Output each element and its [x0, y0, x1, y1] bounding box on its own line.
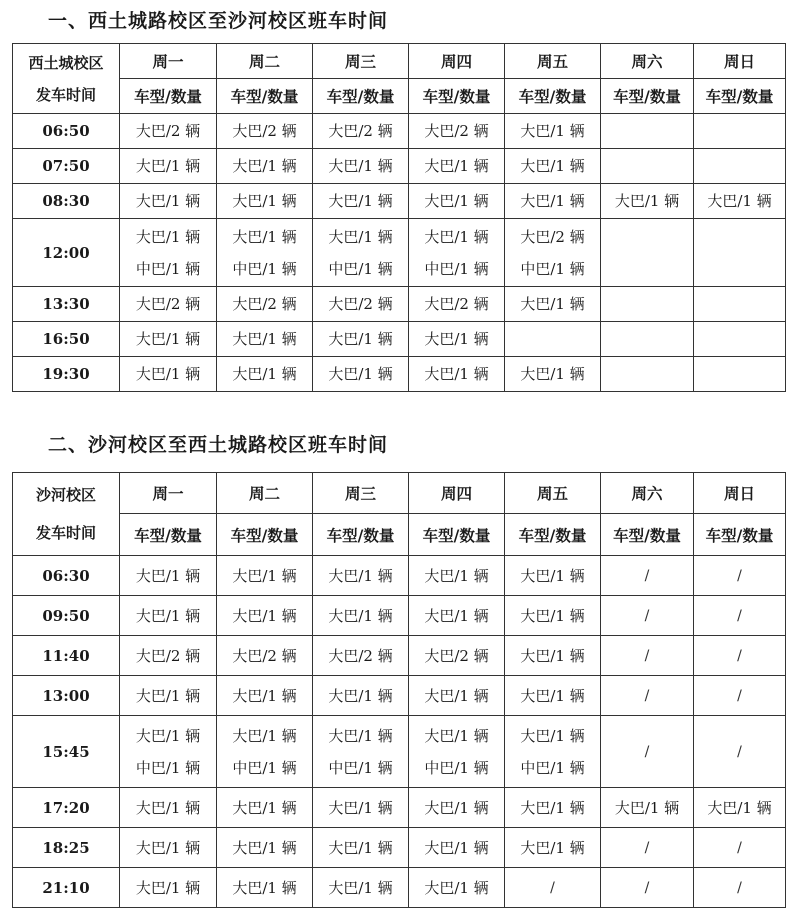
schedule-cell — [601, 322, 694, 357]
departure-time: 19:30 — [13, 357, 120, 392]
vehicle-count: 大巴/1 辆 — [707, 798, 772, 817]
vehicle-count: 大巴/2 辆 — [232, 295, 297, 313]
schedule-cell — [601, 636, 694, 676]
schedule-cell — [120, 219, 217, 287]
vehicle-count: 大巴/1 辆 — [135, 878, 201, 897]
schedule-row — [13, 184, 786, 219]
schedule-cell — [217, 287, 313, 322]
vehicle-count: 中巴/1 辆 — [424, 259, 489, 278]
vehicle-count: 大巴/1 辆 — [232, 192, 297, 210]
vehicle-count: 大巴/1 辆 — [135, 365, 201, 383]
no-service-mark: / — [644, 687, 650, 704]
vehicle-count: 中巴/1 辆 — [232, 259, 297, 278]
schedule-cell — [217, 114, 313, 149]
day-header-sat: 周六 — [601, 473, 694, 514]
schedule-cell — [505, 676, 601, 716]
vehicle-count: 大巴/1 辆 — [328, 566, 393, 585]
schedule-cell — [505, 636, 601, 676]
schedule-cell — [313, 114, 409, 149]
vehicle-count: 大巴/1 辆 — [232, 798, 297, 817]
departure-time: 08:30 — [13, 184, 120, 219]
schedule-cell — [409, 287, 505, 322]
vehicle-count: 大巴/2 辆 — [328, 646, 393, 665]
vehicle-count: 大巴/1 辆 — [424, 192, 489, 210]
schedule-cell — [409, 636, 505, 676]
departure-time: 13:30 — [13, 287, 120, 322]
no-service-mark: / — [737, 607, 742, 624]
schedule-cell — [313, 636, 409, 676]
schedule-cell — [505, 868, 601, 908]
schedule-cell — [217, 716, 313, 788]
vehicle-count: 大巴/1 辆 — [328, 686, 393, 705]
day-header-fri: 周五 — [505, 473, 601, 514]
schedule-cell — [601, 114, 694, 149]
vehicle-count: 大巴/1 辆 — [232, 330, 297, 348]
schedule-cell — [694, 357, 786, 392]
vehicle-count: 大巴/1 辆 — [328, 606, 393, 625]
schedule-row — [13, 788, 786, 828]
schedule-cell — [505, 322, 601, 357]
corner-header-campus: 沙河校区 — [35, 486, 96, 504]
vehicle-count: 大巴/1 辆 — [424, 878, 489, 897]
schedule-cell — [120, 322, 217, 357]
schedule-cell — [217, 322, 313, 357]
subheader-vehicle-count: 车型/数量 — [601, 514, 694, 556]
departure-time: 11:40 — [13, 636, 120, 676]
schedule-cell — [409, 149, 505, 184]
subheader-vehicle-count: 车型/数量 — [217, 514, 313, 556]
schedule-cell — [120, 287, 217, 322]
schedule-table-xitucheng-to-shahe — [12, 43, 786, 392]
vehicle-count: 大巴/1 辆 — [424, 798, 489, 817]
vehicle-count: 大巴/2 辆 — [520, 227, 585, 246]
day-header-sun: 周日 — [694, 473, 786, 514]
day-header-mon: 周一 — [120, 473, 217, 514]
schedule-row — [13, 596, 786, 636]
schedule-cell — [694, 676, 786, 716]
vehicle-count: 大巴/1 辆 — [232, 566, 297, 585]
schedule-cell — [694, 716, 786, 788]
day-header-mon: 周一 — [120, 44, 217, 79]
corner-header-departure: 发车时间 — [35, 524, 96, 542]
vehicle-count: 大巴/1 辆 — [135, 686, 201, 705]
schedule-cell — [409, 219, 505, 287]
vehicle-count: 大巴/1 辆 — [232, 838, 297, 857]
schedule-cell — [505, 556, 601, 596]
schedule-row — [13, 556, 786, 596]
vehicle-count: 大巴/1 辆 — [424, 227, 489, 246]
no-service-mark: / — [644, 647, 650, 664]
schedule-cell — [120, 716, 217, 788]
vehicle-count: 中巴/1 辆 — [424, 758, 489, 777]
subheader-vehicle-count: 车型/数量 — [409, 79, 505, 114]
no-service-mark: / — [644, 607, 650, 624]
departure-time: 13:00 — [13, 676, 120, 716]
subheader-vehicle-count: 车型/数量 — [694, 79, 786, 114]
schedule-row — [13, 219, 786, 287]
vehicle-count: 中巴/1 辆 — [135, 259, 201, 278]
vehicle-count: 大巴/1 辆 — [135, 227, 201, 246]
vehicle-count: 大巴/1 辆 — [520, 838, 585, 857]
vehicle-count: 大巴/1 辆 — [135, 798, 201, 817]
vehicle-count: 大巴/2 辆 — [424, 646, 489, 665]
schedule-cell — [505, 357, 601, 392]
vehicle-count: 大巴/1 辆 — [328, 330, 393, 348]
schedule-cell — [217, 556, 313, 596]
schedule-cell — [505, 149, 601, 184]
schedule-cell — [313, 556, 409, 596]
vehicle-count: 中巴/1 辆 — [520, 259, 585, 278]
day-header-wed: 周三 — [313, 473, 409, 514]
schedule-cell — [601, 596, 694, 636]
schedule-cell — [217, 219, 313, 287]
subheader-vehicle-count: 车型/数量 — [120, 514, 217, 556]
schedule-cell — [313, 596, 409, 636]
schedule-cell — [409, 676, 505, 716]
schedule-cell — [217, 788, 313, 828]
vehicle-count: 大巴/1 辆 — [135, 726, 201, 745]
schedule-row — [13, 149, 786, 184]
schedule-cell — [120, 184, 217, 219]
schedule-cell — [601, 219, 694, 287]
departure-time: 12:00 — [13, 219, 120, 287]
no-service-mark: / — [644, 839, 650, 856]
subheader-vehicle-count: 车型/数量 — [505, 514, 601, 556]
vehicle-count: 大巴/1 辆 — [520, 122, 585, 140]
no-service-mark: / — [644, 879, 650, 896]
schedule-cell — [694, 556, 786, 596]
vehicle-count: 中巴/1 辆 — [135, 758, 201, 777]
vehicle-count: 大巴/1 辆 — [135, 606, 201, 625]
vehicle-count: 大巴/1 辆 — [424, 606, 489, 625]
departure-time: 09:50 — [13, 596, 120, 636]
schedule-cell — [694, 287, 786, 322]
vehicle-count: 大巴/1 辆 — [520, 726, 585, 745]
vehicle-count: 大巴/1 辆 — [135, 566, 201, 585]
schedule-cell — [409, 357, 505, 392]
no-service-mark: / — [737, 647, 742, 664]
vehicle-count: 大巴/1 辆 — [232, 606, 297, 625]
departure-time: 18:25 — [13, 828, 120, 868]
schedule-row — [13, 828, 786, 868]
subheader-vehicle-count: 车型/数量 — [313, 514, 409, 556]
no-service-mark: / — [550, 879, 555, 896]
vehicle-count: 大巴/2 辆 — [328, 122, 393, 140]
vehicle-count: 大巴/1 辆 — [424, 838, 489, 857]
schedule-cell — [694, 636, 786, 676]
vehicle-count: 大巴/1 辆 — [232, 878, 297, 897]
corner-header — [13, 473, 120, 556]
vehicle-count: 大巴/1 辆 — [707, 192, 772, 210]
no-service-mark: / — [737, 743, 742, 760]
schedule-cell — [120, 149, 217, 184]
schedule-table-shahe-to-xitucheng — [12, 472, 786, 908]
schedule-cell — [505, 788, 601, 828]
vehicle-count: 大巴/1 辆 — [424, 157, 489, 175]
vehicle-count: 大巴/1 辆 — [328, 365, 393, 383]
schedule-row — [13, 868, 786, 908]
schedule-cell — [601, 149, 694, 184]
schedule-cell — [313, 287, 409, 322]
vehicle-count: 中巴/1 辆 — [232, 758, 297, 777]
departure-time: 07:50 — [13, 149, 120, 184]
vehicle-count: 大巴/1 辆 — [232, 726, 297, 745]
corner-header-campus: 西土城校区 — [28, 53, 104, 72]
schedule-row — [13, 676, 786, 716]
schedule-row — [13, 357, 786, 392]
schedule-cell — [217, 184, 313, 219]
schedule-cell — [409, 184, 505, 219]
schedule-cell — [217, 357, 313, 392]
schedule-cell — [409, 716, 505, 788]
schedule-cell — [217, 828, 313, 868]
vehicle-count: 大巴/2 辆 — [135, 646, 201, 665]
departure-time: 21:10 — [13, 868, 120, 908]
vehicle-count: 大巴/1 辆 — [424, 726, 489, 745]
schedule-cell — [601, 716, 694, 788]
vehicle-count: 大巴/1 辆 — [424, 686, 489, 705]
schedule-cell — [217, 596, 313, 636]
schedule-cell — [601, 828, 694, 868]
vehicle-count: 大巴/1 辆 — [614, 798, 680, 817]
schedule-cell — [120, 828, 217, 868]
schedule-cell — [313, 788, 409, 828]
corner-header — [13, 44, 120, 114]
corner-header-departure: 发车时间 — [35, 85, 96, 104]
schedule-cell — [313, 219, 409, 287]
schedule-cell — [120, 868, 217, 908]
vehicle-count: 大巴/1 辆 — [328, 726, 393, 745]
day-header-tue: 周二 — [217, 473, 313, 514]
vehicle-count: 大巴/1 辆 — [520, 157, 585, 175]
vehicle-count: 大巴/2 辆 — [424, 295, 489, 313]
day-header-thu: 周四 — [409, 473, 505, 514]
schedule-cell — [694, 788, 786, 828]
schedule-cell — [694, 596, 786, 636]
vehicle-count: 大巴/1 辆 — [232, 227, 297, 246]
schedule-row — [13, 716, 786, 788]
schedule-cell — [409, 788, 505, 828]
schedule-cell — [505, 596, 601, 636]
vehicle-count: 中巴/1 辆 — [328, 758, 393, 777]
vehicle-count: 大巴/1 辆 — [424, 330, 489, 348]
schedule-row — [13, 287, 786, 322]
vehicle-count: 大巴/1 辆 — [135, 838, 201, 857]
schedule-cell — [601, 184, 694, 219]
schedule-cell — [694, 184, 786, 219]
day-header-thu: 周四 — [409, 44, 505, 79]
subheader-vehicle-count: 车型/数量 — [217, 79, 313, 114]
no-service-mark: / — [644, 743, 650, 760]
schedule-row — [13, 322, 786, 357]
schedule-cell — [601, 357, 694, 392]
vehicle-count: 大巴/1 辆 — [328, 798, 393, 817]
schedule-cell — [120, 676, 217, 716]
vehicle-count: 大巴/1 辆 — [520, 365, 585, 383]
header-row-subheader — [13, 79, 786, 114]
schedule-row — [13, 114, 786, 149]
vehicle-count: 大巴/1 辆 — [328, 838, 393, 857]
vehicle-count: 大巴/1 辆 — [232, 365, 297, 383]
vehicle-count: 大巴/2 辆 — [232, 122, 297, 140]
subheader-vehicle-count: 车型/数量 — [120, 79, 217, 114]
vehicle-count: 大巴/1 辆 — [520, 606, 585, 625]
schedule-cell — [694, 149, 786, 184]
day-header-sun: 周日 — [694, 44, 786, 79]
header-row-days — [13, 44, 786, 79]
schedule-cell — [505, 184, 601, 219]
schedule-cell — [313, 828, 409, 868]
vehicle-count: 大巴/1 辆 — [232, 686, 297, 705]
subheader-vehicle-count: 车型/数量 — [313, 79, 409, 114]
schedule-cell — [120, 788, 217, 828]
schedule-cell — [694, 322, 786, 357]
vehicle-count: 中巴/1 辆 — [520, 758, 585, 777]
schedule-cell — [694, 114, 786, 149]
schedule-cell — [120, 636, 217, 676]
subheader-vehicle-count: 车型/数量 — [505, 79, 601, 114]
schedule-cell — [601, 788, 694, 828]
schedule-cell — [313, 184, 409, 219]
schedule-cell — [505, 716, 601, 788]
schedule-cell — [694, 828, 786, 868]
schedule-cell — [313, 322, 409, 357]
vehicle-count: 大巴/1 辆 — [328, 192, 393, 210]
schedule-cell — [409, 596, 505, 636]
vehicle-count: 大巴/1 辆 — [614, 192, 680, 210]
day-header-fri: 周五 — [505, 44, 601, 79]
schedule-cell — [694, 219, 786, 287]
subheader-vehicle-count: 车型/数量 — [601, 79, 694, 114]
schedule-cell — [601, 287, 694, 322]
departure-time: 15:45 — [13, 716, 120, 788]
vehicle-count: 大巴/1 辆 — [520, 646, 585, 665]
schedule-cell — [120, 596, 217, 636]
vehicle-count: 大巴/1 辆 — [520, 686, 585, 705]
schedule-cell — [120, 114, 217, 149]
schedule-cell — [313, 868, 409, 908]
vehicle-count: 大巴/1 辆 — [520, 192, 585, 210]
schedule-cell — [313, 716, 409, 788]
schedule-cell — [505, 828, 601, 868]
vehicle-count: 大巴/1 辆 — [135, 157, 201, 175]
vehicle-count: 大巴/2 辆 — [328, 295, 393, 313]
schedule-cell — [505, 287, 601, 322]
departure-time: 06:30 — [13, 556, 120, 596]
section-title-shahe-to-xitucheng: 二、沙河校区至西土城路校区班车时间 — [48, 434, 389, 456]
schedule-cell — [409, 868, 505, 908]
vehicle-count: 大巴/1 辆 — [328, 878, 393, 897]
schedule-cell — [601, 868, 694, 908]
schedule-cell — [217, 636, 313, 676]
vehicle-count: 大巴/2 辆 — [135, 295, 201, 313]
vehicle-count: 大巴/1 辆 — [328, 157, 393, 175]
header-row-days — [13, 473, 786, 514]
no-service-mark: / — [737, 567, 742, 584]
schedule-cell — [217, 868, 313, 908]
vehicle-count: 大巴/1 辆 — [232, 157, 297, 175]
no-service-mark: / — [644, 567, 650, 584]
vehicle-count: 大巴/1 辆 — [520, 295, 585, 313]
subheader-vehicle-count: 车型/数量 — [409, 514, 505, 556]
schedule-cell — [313, 357, 409, 392]
schedule-cell — [313, 149, 409, 184]
day-header-wed: 周三 — [313, 44, 409, 79]
vehicle-count: 大巴/1 辆 — [520, 798, 585, 817]
schedule-cell — [601, 556, 694, 596]
no-service-mark: / — [737, 879, 742, 896]
subheader-vehicle-count: 车型/数量 — [694, 514, 786, 556]
schedule-cell — [313, 676, 409, 716]
schedule-cell — [217, 676, 313, 716]
vehicle-count: 大巴/1 辆 — [328, 227, 393, 246]
schedule-cell — [694, 868, 786, 908]
schedule-row — [13, 636, 786, 676]
header-row-subheader — [13, 514, 786, 556]
departure-time: 16:50 — [13, 322, 120, 357]
schedule-cell — [409, 828, 505, 868]
schedule-cell — [409, 322, 505, 357]
vehicle-count: 大巴/2 辆 — [424, 122, 489, 140]
vehicle-count: 大巴/1 辆 — [424, 365, 489, 383]
section-title-xitucheng-to-shahe: 一、西土城路校区至沙河校区班车时间 — [48, 10, 389, 32]
schedule-cell — [120, 556, 217, 596]
vehicle-count: 大巴/1 辆 — [135, 330, 201, 348]
no-service-mark: / — [737, 687, 742, 704]
vehicle-count: 大巴/1 辆 — [520, 566, 585, 585]
schedule-cell — [601, 676, 694, 716]
vehicle-count: 中巴/1 辆 — [328, 259, 393, 278]
vehicle-count: 大巴/1 辆 — [424, 566, 489, 585]
vehicle-count: 大巴/1 辆 — [135, 192, 201, 210]
day-header-sat: 周六 — [601, 44, 694, 79]
no-service-mark: / — [737, 839, 742, 856]
departure-time: 17:20 — [13, 788, 120, 828]
departure-time: 06:50 — [13, 114, 120, 149]
schedule-cell — [217, 149, 313, 184]
schedule-cell — [505, 219, 601, 287]
vehicle-count: 大巴/2 辆 — [232, 646, 297, 665]
schedule-cell — [505, 114, 601, 149]
schedule-cell — [409, 556, 505, 596]
vehicle-count: 大巴/2 辆 — [135, 122, 201, 140]
schedule-cell — [409, 114, 505, 149]
schedule-cell — [120, 357, 217, 392]
day-header-tue: 周二 — [217, 44, 313, 79]
